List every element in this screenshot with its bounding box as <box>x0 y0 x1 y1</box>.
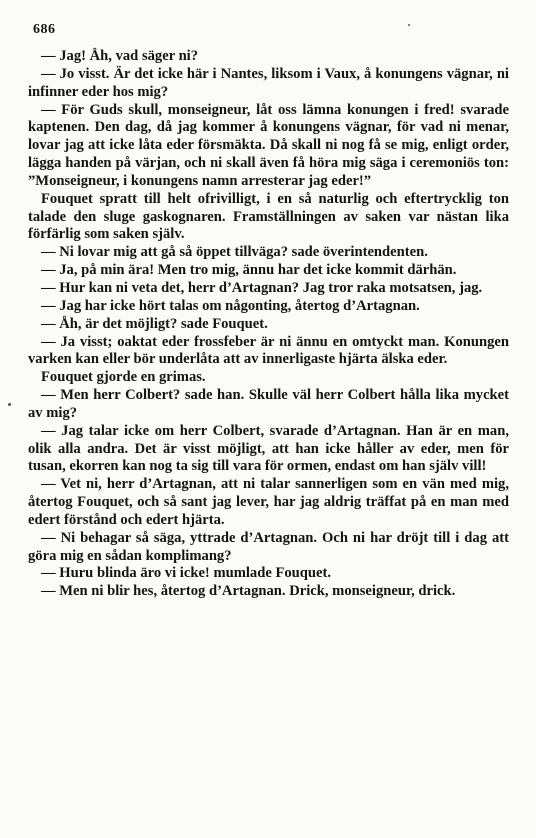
paragraph: — För Guds skull, monseigneur, låt oss lämna konungen i fred! svarade kaptenen. Den dag, då jag kommer å konungens vägnar, för vad ni menar, lovar jag att icke låta eder försmäkta. Då skall ni nog få se mig, enligt order, lägga handen på värjan, och ni skall även få höra mig säga i ceremoniös ton: ”Monseigneur, i konungens namn arresterar jag eder!” <box>28 101 509 189</box>
paragraph: — Ni behagar så säga, yttrade d’Artagnan. Och ni har dröjt till i dag att göra mig en sådan komplimang? <box>28 529 509 564</box>
paragraph: — Åh, är det möjligt? sade Fouquet. <box>41 315 268 332</box>
paragraph: Fouquet gjorde en grimas. <box>41 369 206 386</box>
paragraph: — Jag talar icke om herr Colbert, svarade d’Artagnan. Han är en man, olik alla andra. Det är visst möjligt, att han icke håller av eder, men för tusan, ekorren kan nog ta sig till vara för ormen, endast om han själv vill! <box>28 422 509 475</box>
paragraph: Fouquet spratt till helt ofrivilligt, i en så naturlig och eftertrycklig ton talade den sluge gaskognaren. Framställningen av saken var nästan lika förfärlig som saken själv. <box>28 190 509 243</box>
paragraph: — Hur kan ni veta det, herr d’Artagnan? Jag tror raka motsatsen, jag. <box>41 279 483 296</box>
paragraph: — Ni lovar mig att gå så öppet tillväga? sade överintendenten. <box>41 244 428 261</box>
paragraph: — Men ni blir hes, återtog d’Artagnan. Drick, monseigneur, drick. <box>41 583 456 600</box>
print-speck <box>8 403 11 406</box>
paragraph: — Jag har icke hört talas om någonting, återtog d’Artagnan. <box>41 297 420 314</box>
paragraph: — Vet ni, herr d’Artagnan, att ni talar sannerligen som en vän med mig, återtog Fouquet, och så sant jag lever, har jag aldrig träffat på en man med edert förstånd och edert hjärta. <box>28 476 509 528</box>
paragraph: — Ja visst; oaktat eder frossfeber är ni ännu en omtyckt man. Konungen varken kan eller bör underlåta att av innerligaste hjärta älska eder. <box>28 333 509 368</box>
paragraph: — Huru blinda äro vi icke! mumlade Fouquet. <box>41 565 332 582</box>
print-speck <box>408 24 410 26</box>
page-body-text <box>28 48 509 601</box>
paragraph: — Ja, på min ära! Men tro mig, ännu har det icke kommit därhän. <box>41 262 457 279</box>
paragraph: — Jo visst. Är det icke här i Nantes, liksom i Vaux, å konungens vägnar, ni infinner eder hos mig? <box>28 65 509 100</box>
paragraph: — Jag! Åh, vad säger ni? <box>41 48 199 64</box>
paragraph: — Men herr Colbert? sade han. Skulle väl herr Colbert hålla lika mycket av mig? <box>28 387 509 421</box>
page-number: 686 <box>33 22 56 37</box>
